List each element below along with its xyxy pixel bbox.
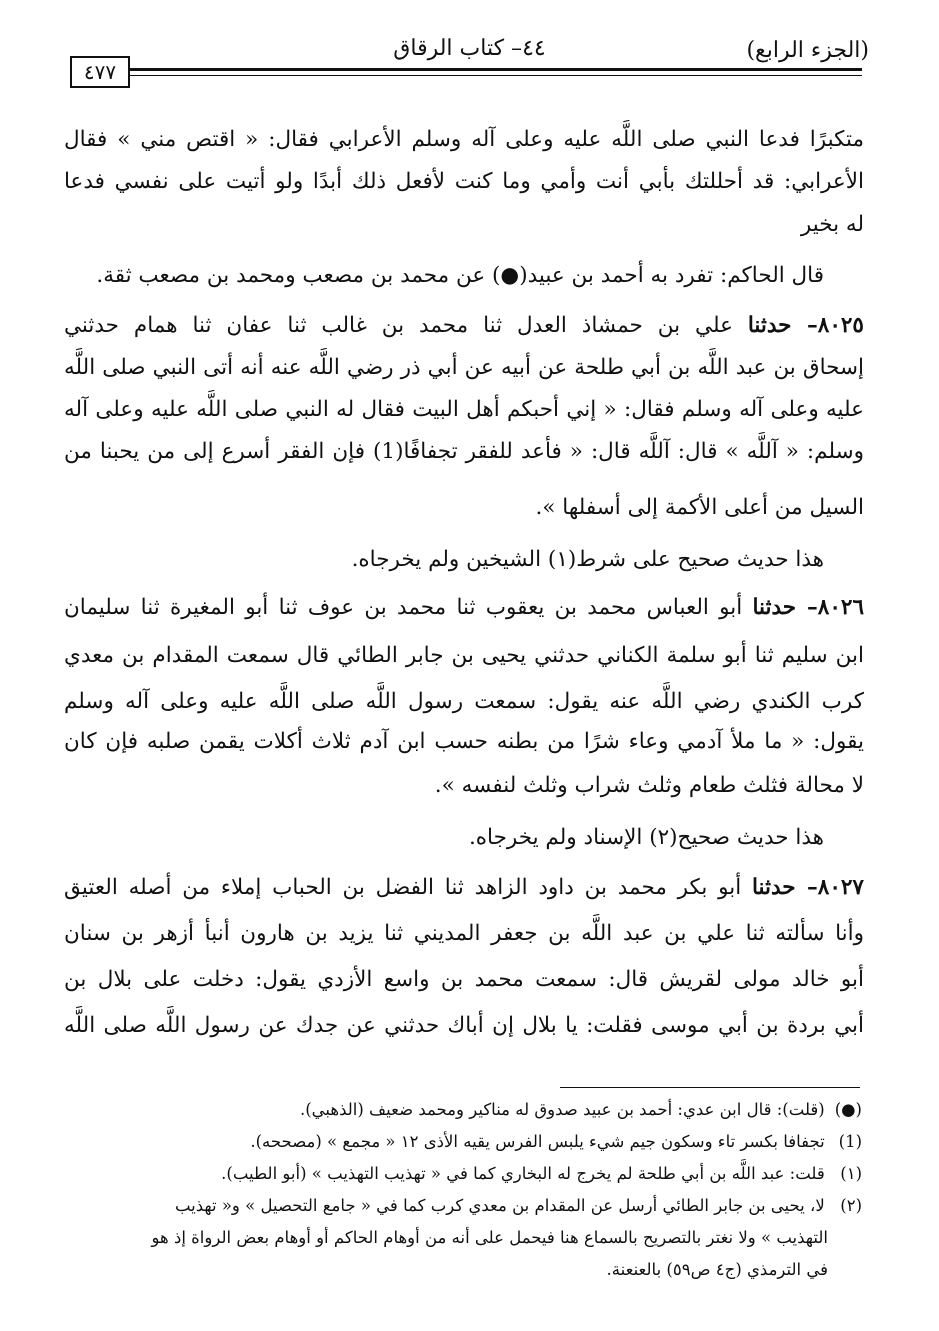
text-line: وسلم: « آللَّه » قال: آللَّه قال: « فأعد للفقر تجفافًا(1) فإن الفقر أسرع إلى من يحبنا من (64, 439, 864, 464)
footnote-marker: (1) (838, 1132, 862, 1151)
text-line: يقول: « ما ملأ آدمي وعاء شرًا من بطنه حسب ابن آدم ثلاث أكلات يقمن صلبه فإن كان (64, 729, 864, 754)
footnote-continuation: التهذيب » ولا نغتر بالتصريح بالسماع هنا فيحمل على أنه من أوهام الحاكم أو أوهام بعض الرواة إذ هو (151, 1228, 828, 1247)
hadith-text: أبو بكر محمد بن داود الزاهد ثنا الفضل بن الحباب إملاء من أصله العتيق (64, 875, 742, 900)
text-line: له بخير (800, 212, 864, 237)
hadith-number: ٨٠٢٧– حدثنا (752, 875, 864, 900)
text-line: إسحاق بن عبد اللَّه بن أبي طلحة عن أبيه عن أبي ذر رضي اللَّه عنه أنه أتى النبي صلى اللَّه (64, 355, 864, 380)
footnote-separator (560, 1087, 860, 1088)
footnote-text: (قلت): قال ابن عدي: أحمد بن عبيد صدوق له مناكير ومحمد ضعيف (الذهبي). (299, 1100, 825, 1119)
hadith-number: ٨٠٢٥– حدثنا (747, 313, 864, 338)
hadith-number: ٨٠٢٦– حدثنا (752, 595, 864, 620)
page-number-box: ٤٧٧ (70, 56, 130, 88)
text-line: أبو خالد مولى لقريش قال: سمعت محمد بن واسع الأزدي يقول: دخلت على بلال بن (64, 967, 864, 992)
header-rule-thick (130, 68, 862, 71)
footnote-text: قلت: عبد اللَّه بن أبي طلحة لم يخرج له البخاري كما في « تهذيب التهذيب » (أبو الطيب). (221, 1164, 825, 1183)
hadith-text: أبو العباس محمد بن يعقوب ثنا محمد بن عوف ثنا أبو المغيرة ثنا سليمان (64, 595, 743, 620)
footnote (70, 1126, 862, 1158)
volume-label: (الجزء الرابع) (746, 38, 869, 63)
book-title: ٤٤– كتاب الرقاق (393, 36, 546, 61)
footnote-marker: (●) (834, 1100, 862, 1119)
footnote-continuation: في الترمذي (ج٤ ص٥٩) بالعنعنة. (606, 1260, 828, 1279)
text-line: لا محالة فثلث طعام وثلث شراب وثلث لنفسه ». (434, 773, 864, 798)
footnote-text: تجفافا بكسر تاء وسكون جيم شيء يلبس الفرس يقيه الأذى ١٢ « مجمع » (مصححه). (250, 1132, 825, 1151)
text-line: السيل من أعلى الأكمة إلى أسفلها ». (535, 495, 864, 520)
footnote (70, 1158, 862, 1190)
footnote (70, 1190, 862, 1222)
hadith-text: علي بن حمشاذ العدل ثنا محمد بن غالب ثنا عفان ثنا همام حدثني (64, 313, 733, 338)
text-line: عليه وعلى آله وسلم فقال: « إني أحبكم أهل البيت فقال له النبي صلى اللَّه عليه وعلى آله (64, 397, 864, 422)
text-line: هذا حديث صحيح(٢) الإسناد ولم يخرجاه. (468, 825, 824, 850)
hadith-8026-line (64, 588, 864, 628)
text-line: وأنا سألته ثنا علي بن عبد اللَّه بن جعفر المديني ثنا يزيد بن هارون أنبأ أزهر بن سنان (64, 921, 864, 946)
footnote-marker: (١) (840, 1164, 862, 1183)
header-rule-thin (130, 75, 862, 76)
footnote-text: لا، يحيى بن جابر الطائي أرسل عن المقدام بن معدي كرب كما في « جامع التحصيل » و« تهذيب (174, 1196, 825, 1215)
text-line: الأعرابي: قد أحللتك بأبي أنت وأمي وما كنت لأفعل ذلك أبدًا ولو أتيت على نفسي فدعا (64, 169, 864, 194)
footnote-marker: (٢) (840, 1196, 862, 1215)
hadith-8027-line (64, 868, 864, 908)
footnote (70, 1094, 862, 1126)
text-line: كرب الكندي رضي اللَّه عنه يقول: سمعت رسول اللَّه صلى اللَّه عليه وعلى آله وسلم (64, 689, 864, 714)
hadith-8025-line (64, 306, 864, 346)
text-line: متكبرًا فدعا النبي صلى اللَّه عليه وعلى آله وسلم الأعرابي فقال: « اقتص مني » فقال (64, 127, 864, 152)
text-line: أبي بردة بن أبي موسى فقلت: يا بلال إن أباك حدثني عن جدك عن رسول اللَّه صلى اللَّه (64, 1013, 864, 1038)
text-line: هذا حديث صحيح على شرط(١) الشيخين ولم يخرجاه. (351, 547, 824, 572)
text-line: قال الحاكم: تفرد به أحمد بن عبيد(●) عن محمد بن مصعب ومحمد بن مصعب ثقة. (96, 263, 824, 288)
text-line: ابن سليم ثنا أبو سلمة الكناني حدثني يحيى بن جابر الطائي قال سمعت المقدام بن معدي (64, 643, 864, 668)
